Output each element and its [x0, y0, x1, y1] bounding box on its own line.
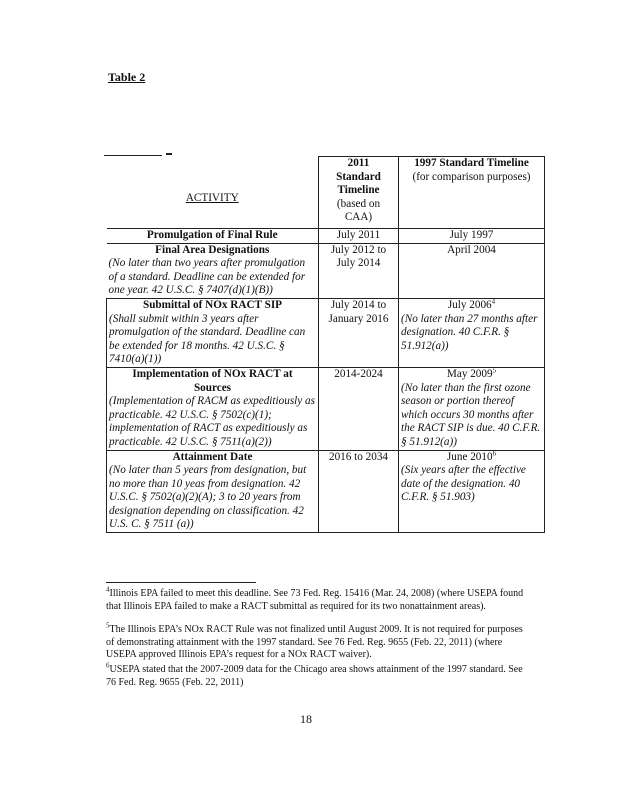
footnote	[106, 585, 526, 613]
timeline-1997-cell	[399, 450, 545, 533]
timeline-1997-cell	[399, 243, 545, 298]
activity-description: (No later than two years after promulgation of a standard. Deadline can be extended for one year. 42 U.S.C. § 7407(d)(1)(B))	[108, 257, 306, 297]
footnote-ref[interactable]: 6	[492, 448, 497, 457]
activity-description: (No later than 5 years from designation, but no more than 10 yeas from designation. 42 U.S.C. § 7502(a)(2)(A); 3 to 20 years from designation depending on classification. 42 U.S. C. § 7511 (a))	[109, 464, 307, 531]
footnote-ref[interactable]: 5	[492, 366, 497, 375]
footnote-divider	[106, 582, 256, 583]
timeline-2011-value: July 2011	[336, 229, 381, 241]
activity-cell	[107, 229, 319, 244]
activity-cell	[107, 243, 319, 298]
activity-subtitle: Sources	[193, 381, 232, 394]
timeline-1997-note: (Six years after the effective date of the designation. 40 C.F.R. § 51.903)	[401, 464, 526, 504]
header-2011-line: Standard	[336, 170, 381, 183]
activity-title: Submittal of NOx RACT SIP	[142, 298, 283, 311]
table-heading: Table 2	[108, 70, 146, 84]
footnote-number: 4	[106, 585, 110, 594]
timeline-1997-cell	[399, 298, 545, 367]
header-2011-line: (based on	[336, 197, 381, 210]
header-2011	[319, 157, 399, 229]
timeline-1997-cell	[399, 229, 545, 244]
timeline-1997-value: July 1997	[449, 229, 494, 241]
timeline-1997-date: July 2006	[447, 298, 492, 311]
activity-cell	[107, 367, 319, 450]
header-1997-title: 1997 Standard Timeline	[414, 157, 529, 169]
header-1997	[399, 157, 545, 229]
footnote-text: Illinois EPA failed to meet this deadline. See 73 Fed. Reg. 15416 (Mar. 24, 2008) (where USEPA found that Illinois EPA failed to make a RACT submittal as required for its two nonattainment areas).	[106, 588, 524, 612]
timeline-1997-cell	[399, 367, 545, 450]
activity-cell	[107, 450, 319, 533]
timeline-2011-value: 2016 to 2034	[328, 450, 389, 463]
table-row	[107, 243, 545, 298]
timeline-1997-value	[401, 299, 542, 313]
timeline-1997-value	[401, 448, 542, 465]
activity-title: Attainment Date	[172, 450, 253, 463]
header-activity-label: ACTIVITY	[185, 192, 239, 205]
header-activity	[107, 157, 319, 229]
timeline-1997-value: April 2004	[447, 243, 496, 256]
timeline-2011-value: 2014-2024	[334, 367, 383, 380]
timeline-1997-date: May 2009	[446, 367, 493, 380]
timeline-1997-date: June 2010	[446, 450, 493, 463]
activity-description: (Implementation of RACM as expeditiously as practicable. 42 U.S.C. § 7502(c)(1); implementation of RACT as expeditiously as practicable. 42 U.S.C. § 7511(a)(2))	[109, 395, 315, 448]
table-row	[107, 450, 545, 533]
table-row	[107, 229, 545, 244]
footnote-number: 6	[106, 661, 110, 670]
activity-cell	[107, 298, 319, 367]
timeline-2011-cell	[319, 229, 399, 244]
timeline-2011-value: July 2014 to January 2016	[328, 298, 389, 325]
header-row	[107, 157, 545, 229]
table-row	[107, 367, 545, 450]
timeline-1997-note: (No later than 27 months after designation. 40 C.F.R. § 51.912(a))	[401, 312, 538, 352]
timeline-2011-value: July 2012 to July 2014	[330, 243, 387, 270]
activity-title: Promulgation of Final Rule	[146, 229, 278, 241]
footnote-text: The Illinois EPA’s NOx RACT Rule was not finalized until August 2009. It is not required for purposes of demonstrating attainment with the 1997 standard. See 76 Fed. Reg. 9655 (Feb. 22, 2011) (where USEPA approved Illinois EPA’s request for a NOx RACT waiver).	[106, 624, 523, 660]
footnote	[106, 661, 526, 689]
timeline-2011-cell	[319, 243, 399, 298]
table-row	[107, 298, 545, 367]
page-number: 18	[300, 712, 312, 726]
footnote-text: USEPA stated that the 2007-2009 data for the Chicago area shows attainment of the 1997 standard. See 76 Fed. Reg. 9655 (Feb. 22, 2011)	[106, 664, 523, 688]
footnote-ref[interactable]: 4	[491, 297, 496, 306]
header-2011-line: Timeline	[337, 184, 380, 197]
footnote	[106, 621, 526, 662]
activity-description: (Shall submit within 3 years after promulgation of the standard. Deadline can be extended for 18 months. 42 U.S.C. § 7410(a)(1))	[109, 312, 306, 366]
timeline-1997-value	[401, 368, 542, 382]
header-1997-note: (for comparison purposes)	[412, 170, 531, 183]
footnote-number: 5	[106, 621, 110, 630]
header-2011-line: 2011	[347, 157, 370, 169]
activity-title: Implementation of NOx RACT at	[132, 367, 293, 380]
table-top-tick	[166, 153, 172, 155]
activity-title: Final Area Designations	[155, 243, 270, 256]
table-top-rule	[104, 155, 162, 156]
timeline-2011-cell	[319, 450, 399, 533]
timeline-1997-note: (No later than the first ozone season or portion thereof which occurs 30 months after the RACT SIP is due. 40 C.F.R. § 51.912(a))	[401, 381, 541, 448]
header-2011-line: CAA)	[344, 211, 373, 224]
timeline-table	[106, 156, 544, 533]
timeline-2011-cell	[319, 298, 399, 367]
timeline-2011-cell	[319, 367, 399, 450]
